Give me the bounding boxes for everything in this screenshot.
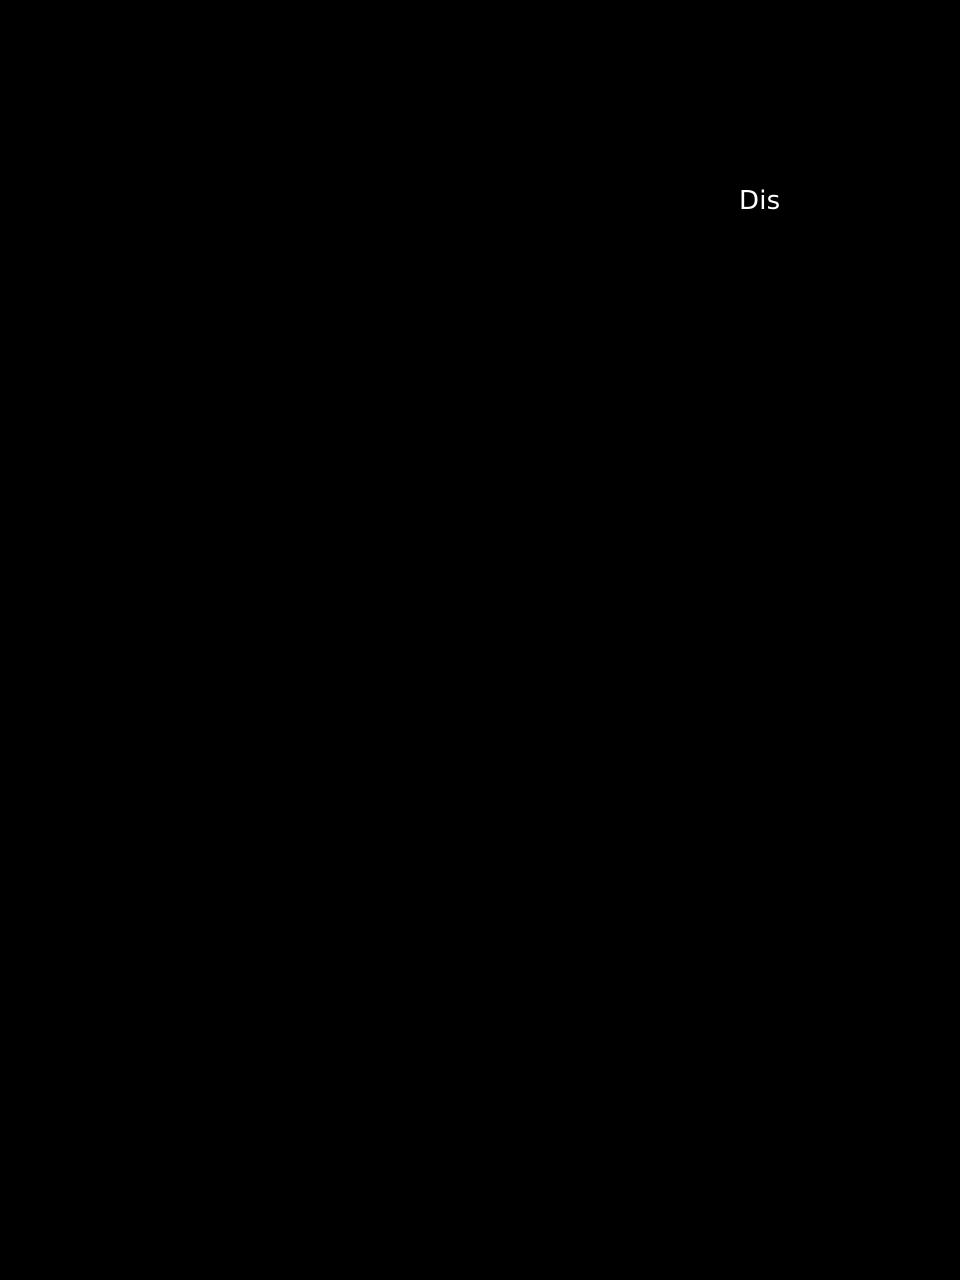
partial-text-label: Dis [739,186,781,216]
